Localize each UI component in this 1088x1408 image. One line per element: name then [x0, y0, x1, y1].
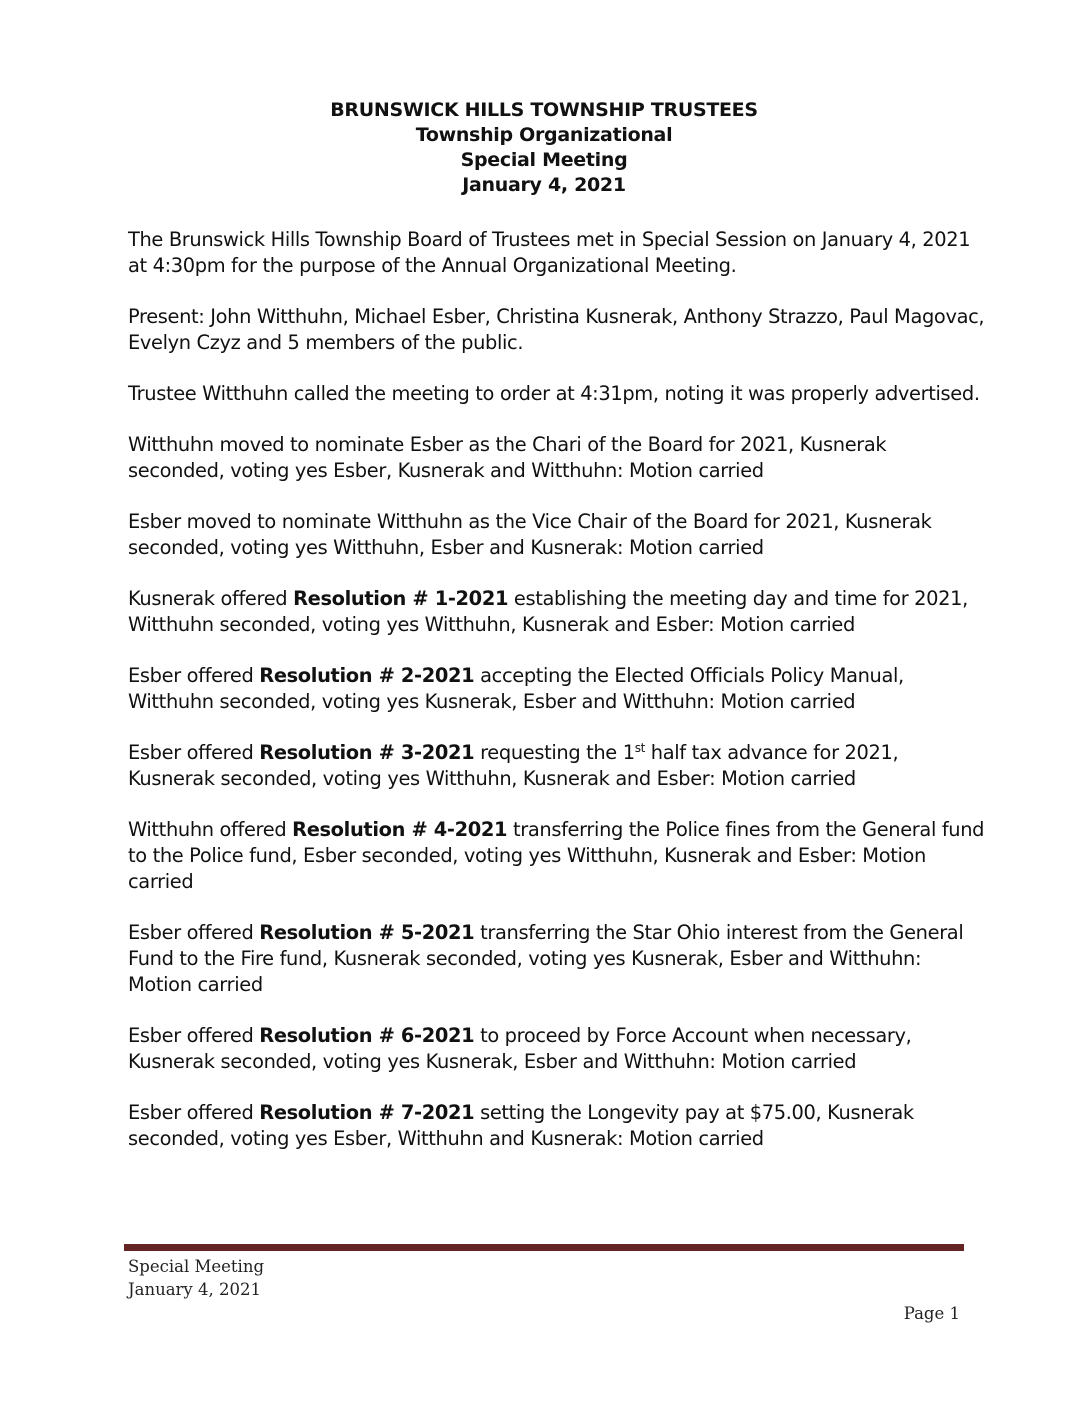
resolution-6-text: to proceed by Force Account when necessary, Kusnerak seconded, voting yes Kusnerak, Esber and Witthuhn: Motion carried	[128, 1024, 912, 1073]
resolution-3-title: Resolution # 3-2021	[259, 741, 475, 764]
footer-divider	[124, 1244, 964, 1251]
resolution-1-title: Resolution # 1-2021	[293, 587, 509, 610]
call-to-order-paragraph: Trustee Witthuhn called the meeting to order at 4:31pm, noting it was properly advertised.	[128, 382, 980, 405]
footer-meeting-date: January 4, 2021	[128, 1280, 261, 1299]
resolution-5-lead: Esber offered	[128, 921, 260, 944]
resolution-1-paragraph	[128, 586, 988, 638]
chair-nomination-paragraph: Witthuhn moved to nominate Esber as the Chari of the Board for 2021, Kusnerak seconded, voting yes Esber, Kusnerak and Witthuhn: Motion carried	[128, 433, 887, 482]
resolution-5-text: transferring the Star Ohio interest from the General Fund to the Fire fund, Kusnerak seconded, voting yes Kusnerak, Esber and Witthuhn: Motion carried	[128, 921, 964, 996]
resolution-4-lead: Witthuhn offered	[128, 818, 293, 841]
resolution-7-title: Resolution # 7-2021	[259, 1101, 475, 1124]
resolution-3-superscript: st	[634, 741, 645, 755]
page-number: Page 1	[903, 1304, 960, 1323]
resolution-2-title: Resolution # 2-2021	[259, 664, 475, 687]
document-header	[0, 98, 1088, 198]
resolution-6-lead: Esber offered	[128, 1024, 260, 1047]
resolution-4-paragraph	[128, 817, 988, 895]
minutes-body	[128, 227, 988, 1177]
present-paragraph: Present: John Witthuhn, Michael Esber, Christina Kusnerak, Anthony Strazzo, Paul Magovac, Evelyn Czyz and 5 members of the public.	[128, 305, 985, 354]
resolution-7-lead: Esber offered	[128, 1101, 260, 1124]
resolution-7-paragraph	[128, 1100, 988, 1152]
resolution-3-text-a: requesting the 1	[474, 741, 635, 764]
header-date: January 4, 2021	[462, 174, 626, 196]
resolution-6-paragraph	[128, 1023, 988, 1075]
resolution-5-title: Resolution # 5-2021	[259, 921, 475, 944]
footer-meeting-name: Special Meeting	[128, 1257, 265, 1276]
resolution-7-text: setting the Longevity pay at $75.00, Kusnerak seconded, voting yes Esber, Witthuhn and Kusnerak: Motion carried	[128, 1101, 914, 1150]
resolution-2-text: accepting the Elected Officials Policy Manual, Witthuhn seconded, voting yes Kusnerak, Esber and Witthuhn: Motion carried	[128, 664, 904, 713]
resolution-5-paragraph	[128, 920, 988, 998]
resolution-1-text: establishing the meeting day and time for 2021, Witthuhn seconded, voting yes Witthuhn, Kusnerak and Esber: Motion carried	[128, 587, 968, 636]
header-meeting-type: Special Meeting	[460, 149, 628, 171]
footer-meeting-info	[128, 1255, 264, 1301]
resolution-3-lead: Esber offered	[128, 741, 260, 764]
resolution-2-lead: Esber offered	[128, 664, 260, 687]
resolution-4-title: Resolution # 4-2021	[292, 818, 508, 841]
resolution-1-lead: Kusnerak offered	[128, 587, 294, 610]
header-subtitle: Township Organizational	[415, 124, 673, 146]
resolution-2-paragraph	[128, 663, 988, 715]
resolution-4-text: transferring the Police fines from the General fund to the Police fund, Esber seconded, voting yes Witthuhn, Kusnerak and Esber: Motion carried	[128, 818, 985, 893]
vice-chair-nomination-paragraph: Esber moved to nominate Witthuhn as the Vice Chair of the Board for 2021, Kusnerak seconded, voting yes Witthuhn, Esber and Kusnerak: Motion carried	[128, 510, 932, 559]
resolution-6-title: Resolution # 6-2021	[259, 1024, 475, 1047]
resolution-3-paragraph	[128, 740, 988, 792]
header-organization: BRUNSWICK HILLS TOWNSHIP TRUSTEES	[330, 99, 758, 121]
resolution-3-text-b: half tax advance for 2021, Kusnerak seconded, voting yes Witthuhn, Kusnerak and Esber: Motion carried	[128, 741, 899, 790]
intro-paragraph: The Brunswick Hills Township Board of Trustees met in Special Session on January 4, 2021 at 4:30pm for the purpose of the Annual Organizational Meeting.	[128, 228, 971, 277]
